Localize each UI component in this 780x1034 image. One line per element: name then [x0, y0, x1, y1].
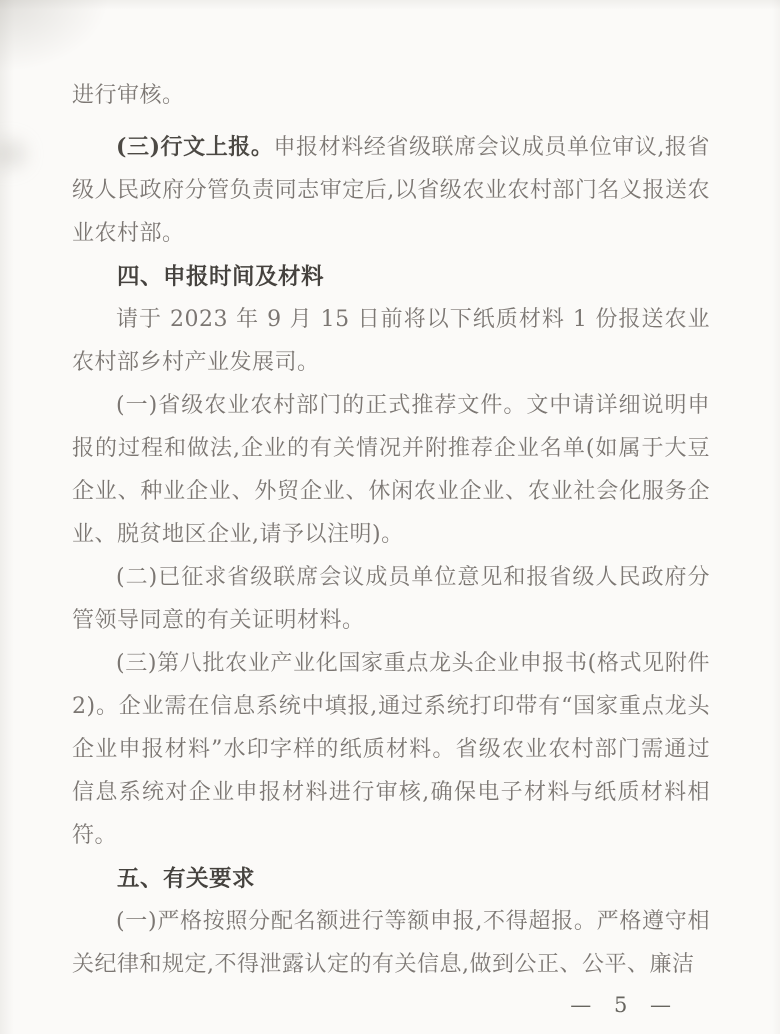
document-body: [72, 74, 710, 986]
paragraph-xingwen-shangbao: [72, 126, 710, 255]
section-heading-5-requirements: 五、有关要求: [117, 866, 256, 891]
paragraph-item-2-proof-materials: (二)已征求省级联席会议成员单位意见和报省级人民政府分管领导同意的有关证明材料。: [72, 565, 710, 633]
paragraph-continuation: 进行审核。: [72, 83, 185, 108]
section-heading-4-application-time-materials: 四、申报时间及材料: [117, 264, 325, 289]
scan-artifact-smudge: [0, 140, 26, 168]
paragraph-deadline: 请于 2023 年 9 月 15 日前将以下纸质材料 1 份报送农业农村部乡村产业发展司。: [72, 307, 710, 375]
page-number: — 5 —: [570, 993, 672, 1017]
paragraph-text: 申报材料经省级联席会议成员单位审议,报省级人民政府分管负责同志审定后,以省级农业农村部门名义报送农业农村部。: [72, 135, 710, 246]
paragraph-lead-bold: (三)行文上报。: [116, 134, 274, 160]
paragraph-item-3-application-form: (三)第八批农业产业化国家重点龙头企业申报书(格式见附件2)。企业需在信息系统中填报,通过系统打印带有“国家重点龙头企业申报材料”水印字样的纸质材料。省级农业农村部门需通过信息系统对企业申报材料进行审核,确保电子材料与纸质材料相符。: [72, 651, 710, 848]
paragraph-requirement-1: (一)严格按照分配名额进行等额申报,不得超报。严格遵守相关纪律和规定,不得泄露认定的有关信息,做到公正、公平、廉洁: [72, 909, 710, 977]
paragraph-item-1-recommendation-document: (一)省级农业农村部门的正式推荐文件。文中请详细说明申报的过程和做法,企业的有关情况并附推荐企业名单(如属于大豆企业、种业企业、外贸企业、休闲农业企业、农业社会化服务企业、脱贫地区企业,请予以注明)。: [72, 393, 710, 547]
